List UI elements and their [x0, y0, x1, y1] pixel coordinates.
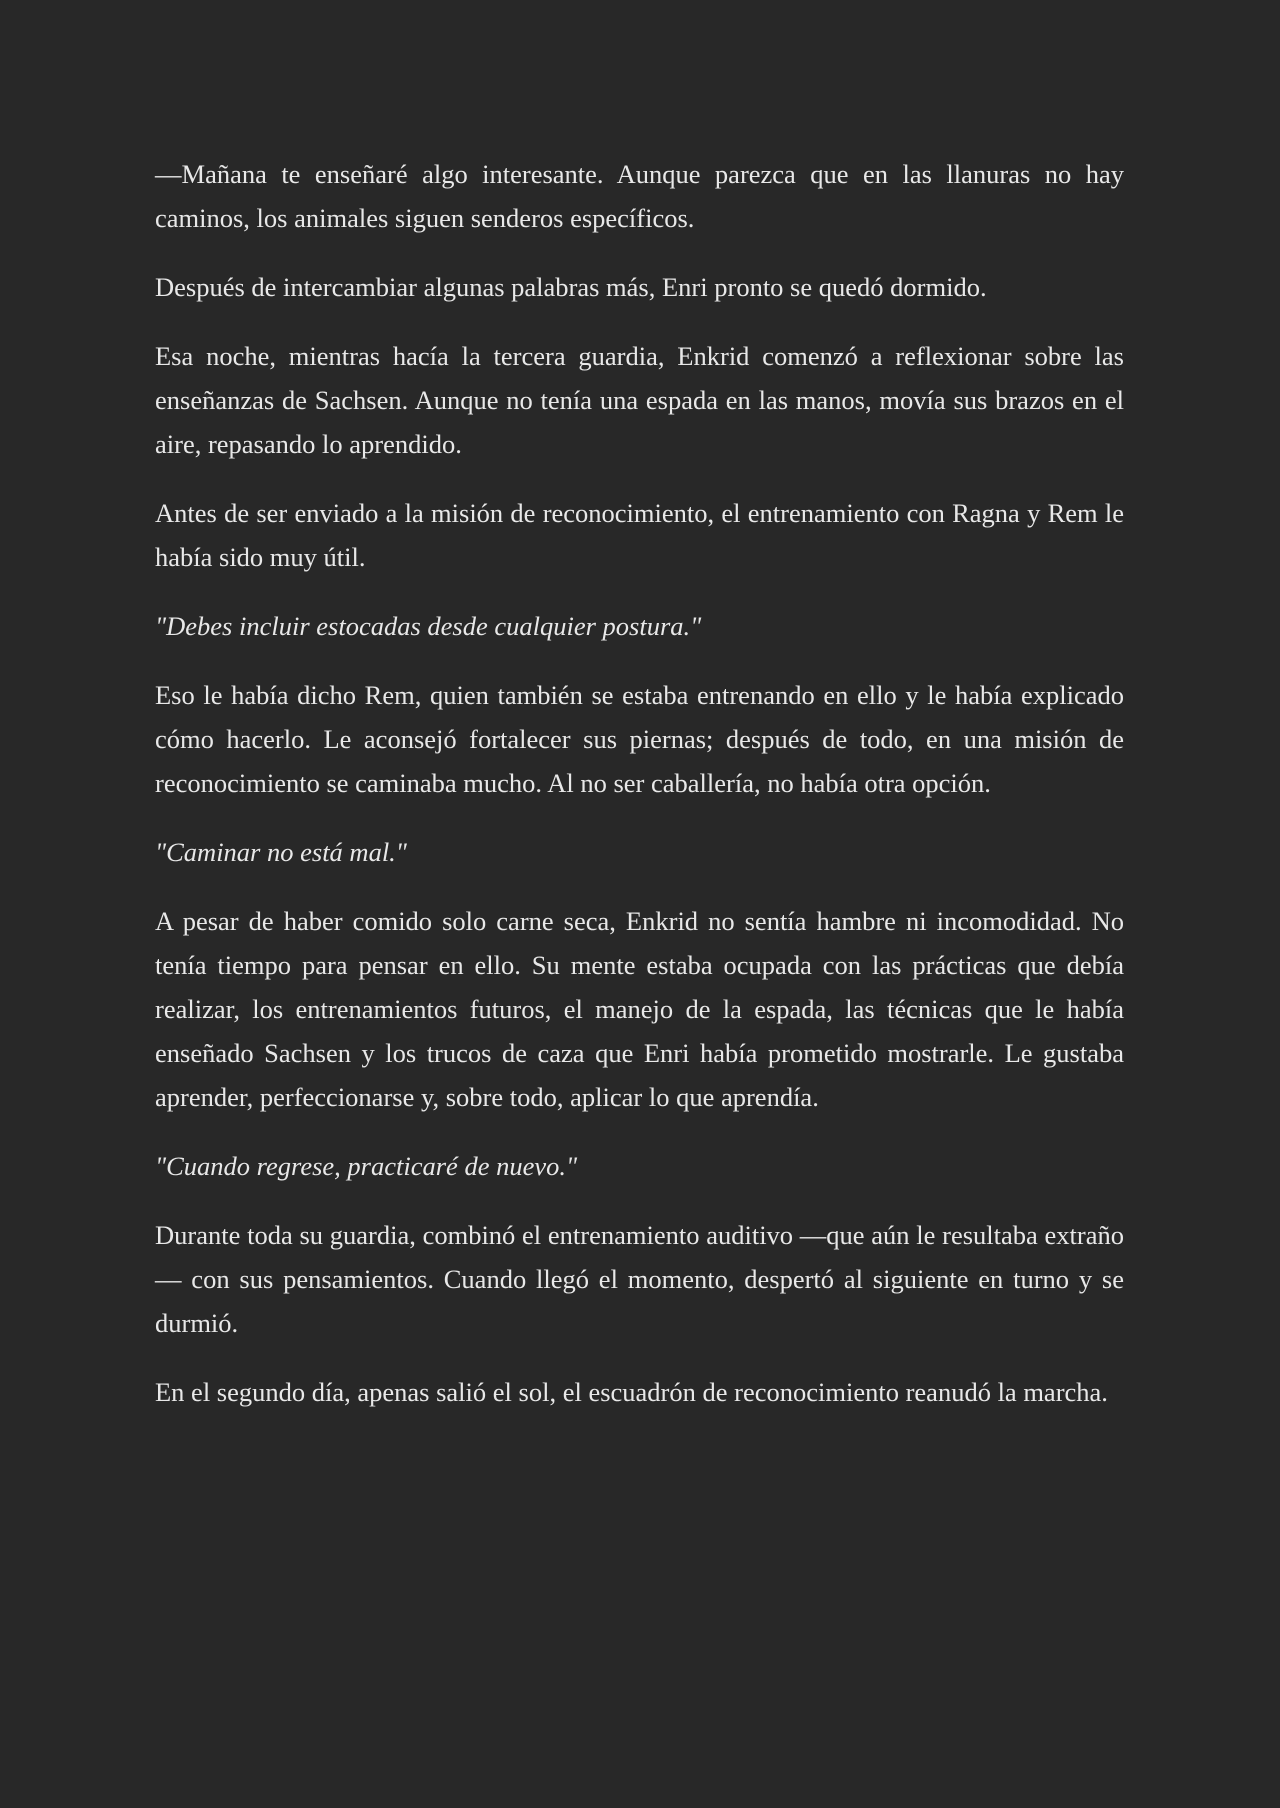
- paragraph: Esa noche, mientras hacía la tercera guardia, Enkrid comenzó a reflexionar sobre las enseñanzas de Sachsen. Aunque no tenía una espada en las manos, movía sus brazos en el aire, repasando lo aprendido.: [155, 341, 1124, 459]
- paragraph: Antes de ser enviado a la misión de reconocimiento, el entrenamiento con Ragna y Rem le había sido muy útil.: [155, 498, 1124, 572]
- italic-thought: "Debes incluir estocadas desde cualquier postura.": [155, 611, 702, 641]
- paragraph: —Mañana te enseñaré algo interesante. Aunque parezca que en las llanuras no hay caminos, los animales siguen senderos específicos.: [155, 159, 1124, 233]
- paragraph: A pesar de haber comido solo carne seca, Enkrid no sentía hambre ni incomodidad. No tenía tiempo para pensar en ello. Su mente estaba ocupada con las prácticas que debía realizar, los entrenamientos futuros, el manejo de la espada, las técnicas que le había enseñado Sachsen y los trucos de caza que Enri había prometido mostrarle. Le gustaba aprender, perfeccionarse y, sobre todo, aplicar lo que aprendía.: [155, 906, 1124, 1112]
- paragraph: Eso le había dicho Rem, quien también se estaba entrenando en ello y le había explicado cómo hacerlo. Le aconsejó fortalecer sus piernas; después de todo, en una misión de reconocimiento se caminaba mucho. Al no ser caballería, no había otra opción.: [155, 680, 1124, 798]
- paragraph: Durante toda su guardia, combinó el entrenamiento auditivo —que aún le resultaba extraño— con sus pensamientos. Cuando llegó el momento, despertó al siguiente en turno y se durmió.: [155, 1220, 1124, 1338]
- chapter-content: [155, 152, 1124, 1414]
- italic-thought: "Cuando regrese, practicaré de nuevo.": [155, 1151, 578, 1181]
- italic-thought: "Caminar no está mal.": [155, 837, 407, 867]
- paragraph: En el segundo día, apenas salió el sol, el escuadrón de reconocimiento reanudó la marcha.: [155, 1377, 1108, 1407]
- paragraph: Después de intercambiar algunas palabras más, Enri pronto se quedó dormido.: [155, 272, 987, 302]
